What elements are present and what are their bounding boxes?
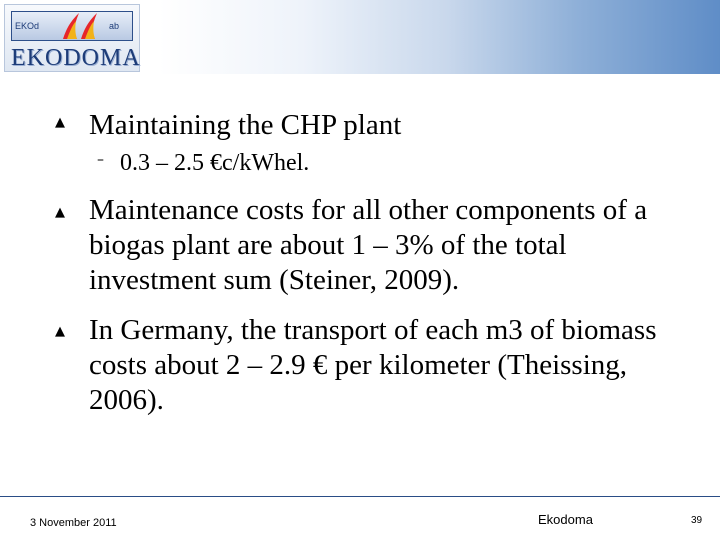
triangle-bullet-icon: ▲ [55,205,65,220]
footer-date: 3 November 2011 [30,517,117,529]
sub-bullet-1: 0.3 – 2.5 €c/kWhel. [120,150,310,176]
triangle-bullet-icon: ▲ [55,115,65,130]
slide-number: 39 [691,515,703,526]
logo-small-right-text: ab [109,21,120,31]
logo-wordmark: EKODOMA [11,45,141,71]
footer-divider [0,496,720,497]
logo-small-left-text: EKOd [15,21,40,31]
footer-organization: Ekodoma [538,512,593,527]
dash-bullet-icon: – [97,152,104,168]
triangle-bullet-icon: ▲ [55,324,65,339]
bullet-2: Maintenance costs for all other components of a biogas plant are about 1 – 3% of the total investment sum (Steiner, 2009). [89,194,648,296]
bullet-3: In Germany, the transport of each m3 of biomass costs about 2 – 2.9 € per kilometer (Theissing, 2006). [89,314,657,416]
bullet-1: Maintaining the CHP plant [89,109,402,141]
